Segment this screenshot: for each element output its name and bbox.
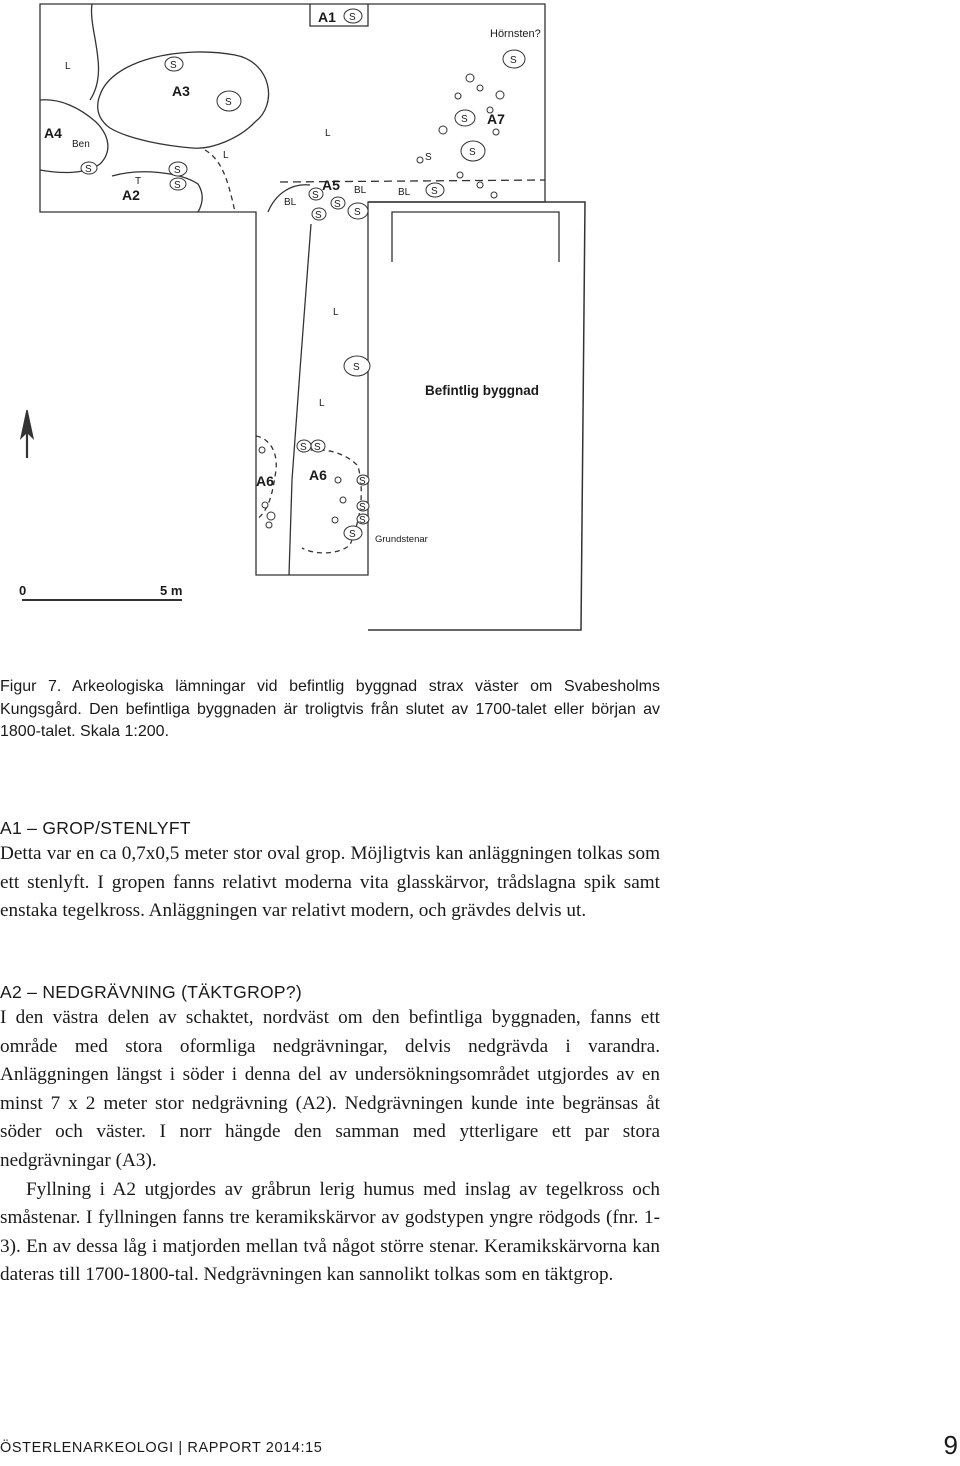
label-s: S [425, 152, 432, 163]
page-footer [0, 1430, 960, 1466]
label-s: S [354, 207, 361, 218]
label-s: S [225, 97, 232, 108]
section-body-a2 [0, 1004, 660, 1290]
label-a5: A5 [322, 177, 340, 193]
label-a7: A7 [487, 111, 505, 127]
label-s: S [312, 190, 319, 201]
label-s: S [170, 60, 177, 71]
feature-a3 [98, 52, 269, 148]
label-a6: A6 [309, 467, 327, 483]
scale-end: 5 m [160, 583, 183, 598]
building-outline [368, 202, 585, 630]
label-a1: A1 [318, 9, 336, 25]
label-s: S [359, 515, 366, 526]
label-a4: A4 [44, 125, 62, 141]
label-s: S [174, 180, 181, 191]
label-s: S [469, 147, 476, 158]
page-number: 9 [943, 1430, 958, 1460]
label-s: S [174, 165, 181, 176]
label-befintlig-byggnad: Befintlig byggnad [425, 383, 539, 398]
footer-publication: ÖSTERLENARKEOLOGI | RAPPORT 2014:15 [0, 1440, 323, 1456]
trench-outline [40, 4, 545, 575]
label-l: L [325, 128, 331, 139]
scale-start: 0 [19, 583, 27, 598]
paragraph: Fyllning i A2 utgjordes av gråbrun lerig humus med inslag av tegelkross och småstenar. I fyllningen fanns tre keramikskärvor av godstypen yngre rödgods (fnr. 1-3). En av dessa låg i matjorden mellan två något större stenar. Keramikskärvorna kan dateras till 1700-1800-tal. Nedgrävningen kan sannolikt tolkas som en täktgrop. [0, 1178, 660, 1286]
label-s: S [359, 502, 366, 513]
label-s: S [461, 114, 468, 125]
label-bl: BL [398, 187, 411, 198]
label-s: S [510, 55, 517, 66]
paragraph: I den västra delen av schaktet, nordväst om den befintliga byggnaden, fanns ett område med stora oformliga nedgrävningar, delvis nedgrävda i varandra. Anläggningen längst i söder i denna del av undersökningsområdet utgjordes av en minst 7 x 2 meter stor nedgrävning (A2). Nedgrävningen kunde inte begränsas åt söder och väster. I norr hängde den samman med ytterligare ett par stora nedgrävningar (A3). [0, 1007, 660, 1171]
label-s: S [359, 476, 366, 487]
figure-caption: Figur 7. Arkeologiska lämningar vid befintlig byggnad strax väster om Svabesholms Kungsgård. Den befintliga byggnaden är troligtvis från slutet av 1700-talet eller början av 1800-talet. Skala 1:200. [0, 678, 660, 740]
label-a3: A3 [172, 83, 190, 99]
label-s: S [334, 199, 341, 210]
label-a2: A2 [122, 187, 140, 203]
label-l: L [65, 61, 71, 72]
label-s: S [300, 442, 307, 453]
label-grundstenar: Grundstenar [375, 534, 428, 545]
label-bl: BL [354, 185, 367, 196]
label-s: S [85, 164, 92, 175]
section-body-a1 [0, 840, 660, 926]
label-l: L [319, 398, 325, 409]
label-s: S [349, 529, 356, 540]
label-bl: BL [284, 197, 297, 208]
label-a6-west: A6 [256, 473, 274, 489]
paragraph: Detta var en ca 0,7x0,5 meter stor oval grop. Möjligtvis kan anläggningen tolkas som ett stenlyft. I gropen fanns relativt moderna vita glasskärvor, trådslagna spik samt enstaka tegelkross. Anläggningen var relativt modern, och grävdes delvis ut. [0, 843, 660, 922]
label-ben: Ben [72, 139, 90, 150]
label-s: S [431, 186, 438, 197]
label-t: T [135, 176, 142, 187]
label-s: S [314, 442, 321, 453]
label-s: S [349, 12, 356, 23]
label-s: S [353, 362, 360, 373]
excavation-plan [0, 0, 960, 640]
section-heading-a1: A1 – GROP/STENLYFT [0, 818, 191, 838]
label-l: L [333, 307, 339, 318]
label-l: L [223, 150, 229, 161]
section-heading-a2: A2 – NEDGRÄVNING (TÄKTGROP?) [0, 982, 303, 1002]
label-s: S [315, 210, 322, 221]
label-hornsten: Hörnsten? [490, 28, 541, 40]
